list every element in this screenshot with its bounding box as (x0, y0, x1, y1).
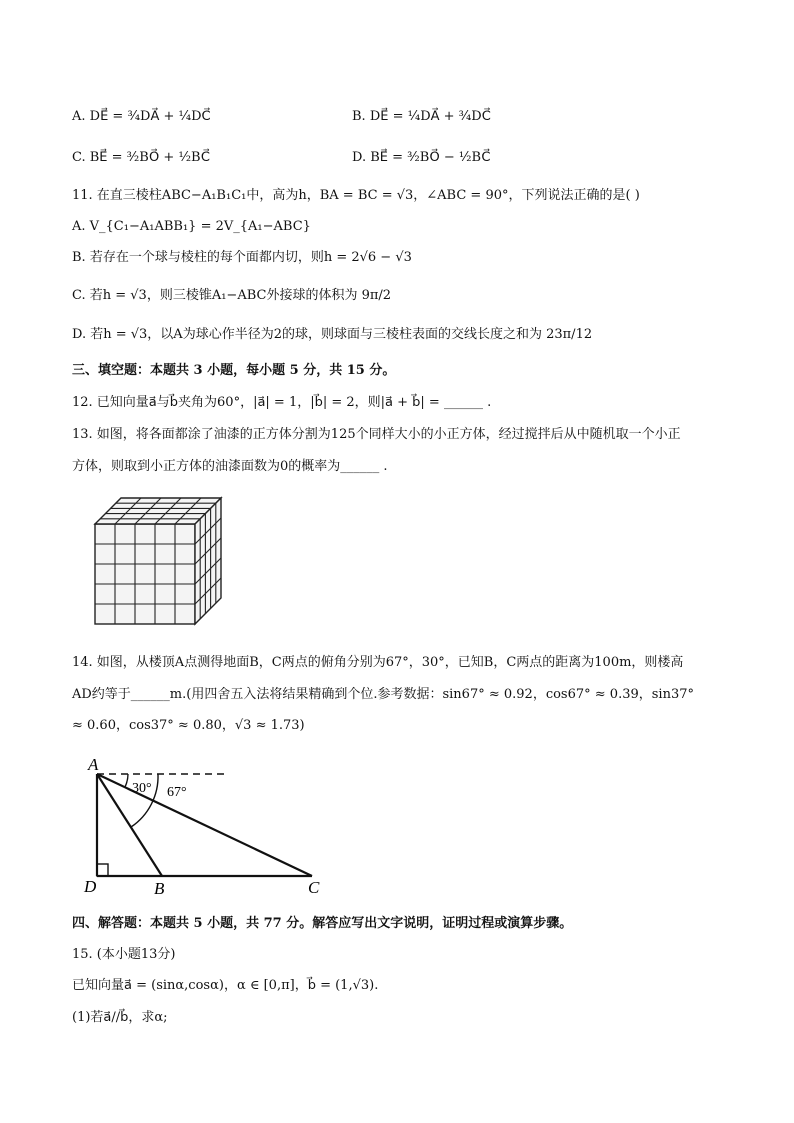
label-D: D (84, 877, 97, 896)
angle-of-depression-figure (80, 750, 340, 900)
triangle-figure-svg (80, 750, 340, 900)
option-11-B: B. 若存在一个球与棱柱的每个面都内切，则h = 2√6 − √3 (72, 250, 412, 265)
question-14-line1: 14. 如图，从楼顶A点测得地面B，C两点的俯角分别为67°，30°，已知B，C两点的距离为100m，则楼高 (72, 655, 684, 670)
option-11-C: C. 若h = √3，则三棱锥A₁−ABC外接球的体积为 9π/2 (72, 288, 392, 303)
question-14-line2: AD约等于______m.(用四舍五入法将结果精确到个位.参考数据：sin67° ≈ 0.92，cos67° ≈ 0.39，sin37° (72, 687, 694, 702)
option-10-B: B. DE⃗ = ¹⁄₄DA⃗ + ³⁄₄DC⃗ (352, 109, 491, 124)
option-11-D: D. 若h = √3，以A为球心作半径为2的球，则球面与三棱柱表面的交线长度之和为 23π/12 (72, 327, 593, 342)
question-15-given: 已知向量a⃗ = (sinα,cosα)，α ∈ [0,π]，b⃗ = (1,√3). (72, 978, 379, 993)
cube-figure (90, 495, 224, 627)
question-15-part1: (1)若a⃗//b⃗，求α; (72, 1010, 168, 1025)
section-4-heading: 四、解答题：本题共 5 小题，共 77 分。解答应写出文字说明，证明过程或演算步骤。 (72, 916, 573, 931)
question-14-line3: ≈ 0.60，cos37° ≈ 0.80，√3 ≈ 1.73) (72, 718, 305, 733)
question-12: 12. 已知向量a⃗与b⃗夹角为60°，|a⃗| = 1，|b⃗| = 2，则|a⃗ + b⃗| = ______ . (72, 395, 492, 410)
option-10-C: C. BE⃗ = ³⁄₂BO⃗ + ¹⁄₂BC⃗ (72, 150, 210, 165)
question-13-line1: 13. 如图，将各面都涂了油漆的正方体分割为125个同样大小的小正方体，经过搅拌后从中随机取一个小正 (72, 427, 681, 442)
option-10-D: D. BE⃗ = ³⁄₂BO⃗ − ¹⁄₂BC⃗ (352, 150, 491, 165)
angle-arc-30 (125, 774, 128, 787)
angle-label-67: 67° (167, 785, 187, 800)
label-A: A (88, 755, 99, 774)
right-angle-marker (97, 864, 108, 876)
label-B: B (154, 879, 165, 898)
cube-figure-svg (90, 495, 224, 627)
option-11-A: A. V_{C₁−A₁ABB₁} = 2V_{A₁−ABC} (72, 219, 311, 234)
label-C: C (308, 878, 320, 897)
option-10-A: A. DE⃗ = ³⁄₄DA⃗ + ¹⁄₄DC⃗ (72, 109, 211, 124)
cube-front-face (95, 524, 195, 624)
section-3-heading: 三、填空题：本题共 3 小题，每小题 5 分，共 15 分。 (72, 363, 396, 378)
question-15-title: 15. (本小题13分) (72, 947, 176, 962)
angle-label-30: 30° (132, 781, 152, 796)
question-11-stem: 11. 在直三棱柱ABC−A₁B₁C₁中，高为h，BA = BC = √3，∠ABC = 90°，下列说法正确的是( ) (72, 188, 640, 203)
question-13-line2: 方体，则取到小正方体的油漆面数为0的概率为______ . (72, 459, 388, 474)
